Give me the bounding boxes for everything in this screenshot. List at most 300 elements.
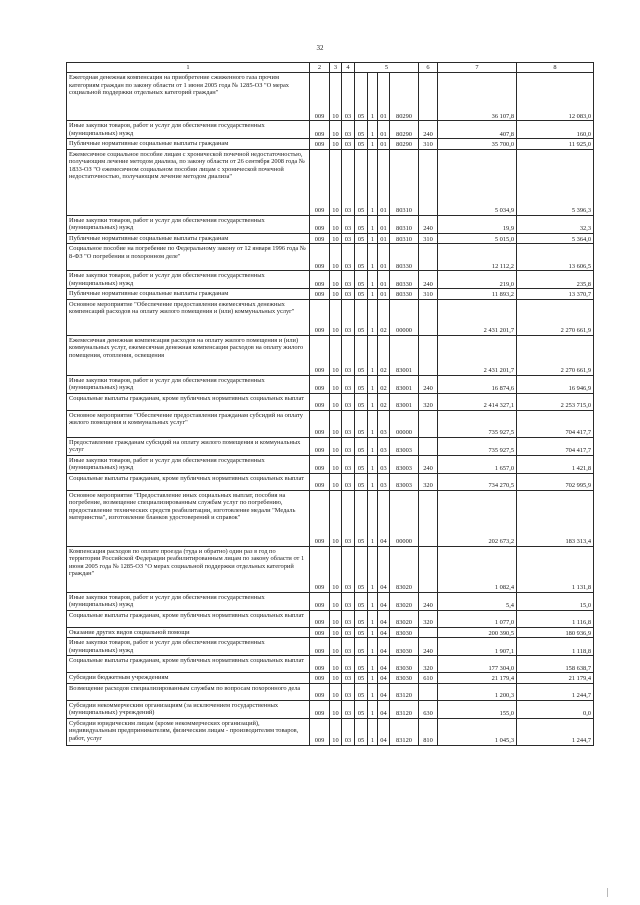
row-value-7: 2 414 327,1 xyxy=(438,393,517,410)
row-code-5b: 1 xyxy=(368,335,378,375)
row-value-8: 11 925,0 xyxy=(517,139,594,150)
row-code-5b: 1 xyxy=(368,215,378,233)
row-name: Основное мероприятие "Обеспечение предоставления ежемесячных денежных компенсаций расходов на оплату жилого помещения и (или) коммунальных услуг" xyxy=(67,299,310,335)
row-code-5b: 1 xyxy=(368,139,378,150)
table-row xyxy=(67,490,594,546)
row-code-6 xyxy=(419,410,438,437)
row-code-4: 03 xyxy=(342,638,355,656)
row-code-5d: 83120 xyxy=(390,700,419,718)
row-name: Основное мероприятие "Предоставление иных социальных выплат, пособия на погребение, возмещение специализированным службам услуг по погребению, предоставление технических средств реабилитации, изготовление медали "Медаль материнства", изготовление бланков удостоверений и справок" xyxy=(67,490,310,546)
row-code-6: 310 xyxy=(419,289,438,300)
row-code-3: 10 xyxy=(330,610,342,627)
row-code-3: 10 xyxy=(330,473,342,490)
table-row xyxy=(67,244,594,271)
row-code-4: 03 xyxy=(342,149,355,215)
row-code-5d: 83020 xyxy=(390,592,419,610)
row-code-5c: 01 xyxy=(378,73,390,121)
row-code-3: 10 xyxy=(330,299,342,335)
row-code-5d: 80310 xyxy=(390,149,419,215)
row-code-2: 009 xyxy=(310,271,330,289)
row-code-5c: 03 xyxy=(378,455,390,473)
row-code-4: 03 xyxy=(342,139,355,150)
row-value-7: 2 431 201,7 xyxy=(438,299,517,335)
row-code-6: 320 xyxy=(419,393,438,410)
row-code-5a: 05 xyxy=(355,121,368,139)
column-header: 7 xyxy=(438,63,517,73)
row-code-5a: 05 xyxy=(355,437,368,455)
row-code-4: 03 xyxy=(342,244,355,271)
row-code-4: 03 xyxy=(342,299,355,335)
row-name: Социальные выплаты гражданам, кроме публичных нормативных социальных выплат xyxy=(67,610,310,627)
row-code-3: 10 xyxy=(330,121,342,139)
row-value-8: 1 131,8 xyxy=(517,546,594,592)
row-code-5d: 80330 xyxy=(390,244,419,271)
row-value-7: 35 700,0 xyxy=(438,139,517,150)
row-code-6: 240 xyxy=(419,455,438,473)
row-code-2: 009 xyxy=(310,627,330,638)
row-code-5c: 04 xyxy=(378,627,390,638)
row-code-5c: 04 xyxy=(378,490,390,546)
row-code-6 xyxy=(419,437,438,455)
column-header: 1 xyxy=(67,63,310,73)
row-code-5c: 04 xyxy=(378,718,390,745)
row-name: Ежемесячная денежная компенсация расходов на оплату жилого помещения и (или) коммунальных услуг, ежемесячная денежная компенсация расходов на оплату жилого помещения, отопления, освещения xyxy=(67,335,310,375)
table-row xyxy=(67,592,594,610)
row-code-2: 009 xyxy=(310,73,330,121)
row-code-2: 009 xyxy=(310,673,330,684)
row-code-5b: 1 xyxy=(368,121,378,139)
row-code-6 xyxy=(419,490,438,546)
row-code-5a: 05 xyxy=(355,473,368,490)
row-code-5c: 04 xyxy=(378,592,390,610)
row-code-5c: 04 xyxy=(378,700,390,718)
row-code-5d: 83120 xyxy=(390,683,419,700)
row-code-5a: 05 xyxy=(355,139,368,150)
row-name: Возмещение расходов специализированным службам по вопросам похоронного дела xyxy=(67,683,310,700)
row-value-8: 12 083,0 xyxy=(517,73,594,121)
row-code-3: 10 xyxy=(330,656,342,673)
row-code-5b: 1 xyxy=(368,610,378,627)
row-code-5d: 83030 xyxy=(390,673,419,684)
row-code-3: 10 xyxy=(330,700,342,718)
row-code-3: 10 xyxy=(330,437,342,455)
row-code-3: 10 xyxy=(330,683,342,700)
row-code-6: 320 xyxy=(419,610,438,627)
row-code-5d: 80310 xyxy=(390,215,419,233)
row-code-5a: 05 xyxy=(355,375,368,393)
row-code-5b: 1 xyxy=(368,627,378,638)
row-code-5a: 05 xyxy=(355,149,368,215)
row-name: Социальные выплаты гражданам, кроме публичных нормативных социальных выплат xyxy=(67,473,310,490)
row-code-5a: 05 xyxy=(355,393,368,410)
row-code-2: 009 xyxy=(310,215,330,233)
row-value-7: 155,0 xyxy=(438,700,517,718)
row-code-5c: 02 xyxy=(378,335,390,375)
row-code-2: 009 xyxy=(310,592,330,610)
row-code-4: 03 xyxy=(342,546,355,592)
row-value-8: 16 946,9 xyxy=(517,375,594,393)
row-code-5a: 05 xyxy=(355,233,368,244)
column-header: 4 xyxy=(342,63,355,73)
row-code-6 xyxy=(419,299,438,335)
row-code-5c: 02 xyxy=(378,299,390,335)
row-code-3: 10 xyxy=(330,271,342,289)
row-code-6: 310 xyxy=(419,233,438,244)
row-code-5d: 00000 xyxy=(390,299,419,335)
row-code-2: 009 xyxy=(310,638,330,656)
row-value-7: 202 673,2 xyxy=(438,490,517,546)
row-code-4: 03 xyxy=(342,335,355,375)
table-row xyxy=(67,410,594,437)
row-value-7: 219,0 xyxy=(438,271,517,289)
row-code-4: 03 xyxy=(342,455,355,473)
table-row xyxy=(67,455,594,473)
row-code-5d: 80290 xyxy=(390,139,419,150)
row-code-4: 03 xyxy=(342,121,355,139)
row-code-2: 009 xyxy=(310,490,330,546)
row-code-4: 03 xyxy=(342,473,355,490)
row-code-5b: 1 xyxy=(368,700,378,718)
row-code-3: 10 xyxy=(330,375,342,393)
table-row xyxy=(67,139,594,150)
row-code-6 xyxy=(419,149,438,215)
row-name: Ежемесячное социальное пособие лицам с хронической почечной недостаточностью, получающим лечение методом диализа, по закону области от 26 сентября 2008 года № 1833-ОЗ "О ежемесячном социальном пособии лицам с хронической почечной недостаточностью, получающим лечение методом диализа" xyxy=(67,149,310,215)
row-value-8: 5 364,0 xyxy=(517,233,594,244)
row-code-5d: 83003 xyxy=(390,455,419,473)
row-value-7: 735 927,5 xyxy=(438,437,517,455)
row-code-5c: 01 xyxy=(378,215,390,233)
row-code-5d: 00000 xyxy=(390,410,419,437)
row-code-6 xyxy=(419,335,438,375)
row-code-4: 03 xyxy=(342,375,355,393)
row-code-2: 009 xyxy=(310,299,330,335)
row-value-8: 702 995,9 xyxy=(517,473,594,490)
row-code-4: 03 xyxy=(342,289,355,300)
row-value-8: 183 313,4 xyxy=(517,490,594,546)
row-value-8: 1 421,8 xyxy=(517,455,594,473)
row-name: Социальные выплаты гражданам, кроме публичных нормативных социальных выплат xyxy=(67,393,310,410)
row-code-4: 03 xyxy=(342,700,355,718)
row-code-2: 009 xyxy=(310,121,330,139)
row-value-7: 407,8 xyxy=(438,121,517,139)
row-value-8: 5 396,3 xyxy=(517,149,594,215)
row-code-2: 009 xyxy=(310,546,330,592)
row-code-6: 810 xyxy=(419,718,438,745)
row-name: Иные закупки товаров, работ и услуг для обеспечения государственных (муниципальных) нужд xyxy=(67,215,310,233)
row-name: Иные закупки товаров, работ и услуг для обеспечения государственных (муниципальных) нужд xyxy=(67,455,310,473)
row-name: Субсидии некоммерческим организациям (за исключением государственных (муниципальных) учреждений) xyxy=(67,700,310,718)
row-code-5c: 04 xyxy=(378,683,390,700)
row-code-5a: 05 xyxy=(355,215,368,233)
row-value-7: 19,9 xyxy=(438,215,517,233)
row-value-7: 1 077,0 xyxy=(438,610,517,627)
row-code-5a: 05 xyxy=(355,610,368,627)
row-code-5c: 01 xyxy=(378,233,390,244)
column-header: 2 xyxy=(310,63,330,73)
row-code-5d: 00000 xyxy=(390,490,419,546)
row-code-3: 10 xyxy=(330,455,342,473)
table-body xyxy=(67,73,594,746)
row-code-5d: 83030 xyxy=(390,656,419,673)
row-code-5d: 83020 xyxy=(390,610,419,627)
row-code-6: 630 xyxy=(419,700,438,718)
row-code-5d: 80290 xyxy=(390,121,419,139)
table-row xyxy=(67,673,594,684)
row-code-5c: 04 xyxy=(378,638,390,656)
row-code-5b: 1 xyxy=(368,718,378,745)
row-code-5c: 01 xyxy=(378,289,390,300)
table-row xyxy=(67,546,594,592)
row-value-7: 36 107,8 xyxy=(438,73,517,121)
table-row xyxy=(67,375,594,393)
row-code-5c: 04 xyxy=(378,673,390,684)
row-value-8: 1 244,7 xyxy=(517,718,594,745)
row-code-5d: 83120 xyxy=(390,718,419,745)
row-code-5c: 04 xyxy=(378,610,390,627)
row-code-5a: 05 xyxy=(355,592,368,610)
row-code-3: 10 xyxy=(330,289,342,300)
budget-table xyxy=(66,62,594,746)
row-value-8: 704 417,7 xyxy=(517,410,594,437)
table-row xyxy=(67,215,594,233)
row-code-2: 009 xyxy=(310,139,330,150)
row-code-5c: 01 xyxy=(378,121,390,139)
row-code-5a: 05 xyxy=(355,718,368,745)
row-code-5d: 80290 xyxy=(390,73,419,121)
row-code-5d: 80330 xyxy=(390,289,419,300)
row-code-4: 03 xyxy=(342,610,355,627)
row-code-5b: 1 xyxy=(368,299,378,335)
row-code-4: 03 xyxy=(342,718,355,745)
row-code-3: 10 xyxy=(330,638,342,656)
row-code-3: 10 xyxy=(330,73,342,121)
table-row xyxy=(67,627,594,638)
row-code-4: 03 xyxy=(342,73,355,121)
row-value-7: 2 431 201,7 xyxy=(438,335,517,375)
row-name: Компенсация расходов по оплате проезда (туда и обратно) один раз в год по территории Российской Федерации реабилитированным лицам по закону области от 1 июня 2005 года № 1285-ОЗ "О мерах социальной поддержки отдельных категорий граждан" xyxy=(67,546,310,592)
row-code-6: 610 xyxy=(419,673,438,684)
row-value-7: 1 045,3 xyxy=(438,718,517,745)
row-code-5b: 1 xyxy=(368,289,378,300)
row-code-2: 009 xyxy=(310,244,330,271)
table-row xyxy=(67,638,594,656)
row-name: Оказание других видов социальной помощи xyxy=(67,627,310,638)
row-code-5b: 1 xyxy=(368,410,378,437)
table-row xyxy=(67,121,594,139)
row-code-6: 240 xyxy=(419,375,438,393)
row-value-7: 1 082,4 xyxy=(438,546,517,592)
row-name: Иные закупки товаров, работ и услуг для обеспечения государственных (муниципальных) нужд xyxy=(67,638,310,656)
row-code-5c: 04 xyxy=(378,656,390,673)
row-value-7: 5 034,9 xyxy=(438,149,517,215)
row-code-5a: 05 xyxy=(355,299,368,335)
row-code-3: 10 xyxy=(330,410,342,437)
row-code-5b: 1 xyxy=(368,683,378,700)
row-code-3: 10 xyxy=(330,627,342,638)
row-code-5b: 1 xyxy=(368,546,378,592)
table-row xyxy=(67,299,594,335)
row-code-5d: 83020 xyxy=(390,546,419,592)
row-code-2: 009 xyxy=(310,455,330,473)
row-name: Иные закупки товаров, работ и услуг для обеспечения государственных (муниципальных) нужд xyxy=(67,375,310,393)
row-code-4: 03 xyxy=(342,656,355,673)
row-value-7: 16 874,6 xyxy=(438,375,517,393)
column-header: 3 xyxy=(330,63,342,73)
row-code-2: 009 xyxy=(310,410,330,437)
table-row xyxy=(67,700,594,718)
row-code-4: 03 xyxy=(342,233,355,244)
row-code-6 xyxy=(419,546,438,592)
table-row xyxy=(67,73,594,121)
row-value-7: 735 927,5 xyxy=(438,410,517,437)
row-name: Предоставление гражданам субсидий на оплату жилого помещения и коммунальных услуг xyxy=(67,437,310,455)
row-code-3: 10 xyxy=(330,149,342,215)
row-code-4: 03 xyxy=(342,437,355,455)
row-code-3: 10 xyxy=(330,233,342,244)
row-code-2: 009 xyxy=(310,233,330,244)
row-code-5c: 01 xyxy=(378,139,390,150)
row-code-5a: 05 xyxy=(355,289,368,300)
row-name: Публичные нормативные социальные выплаты гражданам xyxy=(67,139,310,150)
row-code-5c: 03 xyxy=(378,410,390,437)
table-row xyxy=(67,289,594,300)
table-row xyxy=(67,233,594,244)
row-code-6 xyxy=(419,73,438,121)
column-header: 8 xyxy=(517,63,594,73)
row-name: Иные закупки товаров, работ и услуг для обеспечения государственных (муниципальных) нужд xyxy=(67,271,310,289)
row-code-5b: 1 xyxy=(368,437,378,455)
row-code-6: 240 xyxy=(419,121,438,139)
row-code-5a: 05 xyxy=(355,683,368,700)
table-row xyxy=(67,393,594,410)
row-code-6: 320 xyxy=(419,656,438,673)
row-code-5b: 1 xyxy=(368,244,378,271)
row-value-8: 158 638,7 xyxy=(517,656,594,673)
row-value-8: 1 118,8 xyxy=(517,638,594,656)
row-code-5b: 1 xyxy=(368,149,378,215)
row-code-5a: 05 xyxy=(355,244,368,271)
row-name: Иные закупки товаров, работ и услуг для обеспечения государственных (муниципальных) нужд xyxy=(67,121,310,139)
row-code-3: 10 xyxy=(330,393,342,410)
row-code-5d: 83003 xyxy=(390,437,419,455)
column-header: 6 xyxy=(419,63,438,73)
row-code-5a: 05 xyxy=(355,673,368,684)
row-value-8: 160,0 xyxy=(517,121,594,139)
row-code-5a: 05 xyxy=(355,335,368,375)
row-code-5b: 1 xyxy=(368,490,378,546)
row-code-3: 10 xyxy=(330,490,342,546)
row-code-5b: 1 xyxy=(368,455,378,473)
row-value-8: 2 270 661,9 xyxy=(517,335,594,375)
row-value-8: 1 116,8 xyxy=(517,610,594,627)
row-code-5b: 1 xyxy=(368,375,378,393)
row-code-3: 10 xyxy=(330,592,342,610)
row-code-5c: 03 xyxy=(378,473,390,490)
row-value-8: 32,3 xyxy=(517,215,594,233)
column-header: 5 xyxy=(355,63,419,73)
header-row xyxy=(67,63,594,73)
row-code-2: 009 xyxy=(310,683,330,700)
table-row xyxy=(67,683,594,700)
row-code-5d: 83030 xyxy=(390,627,419,638)
page-number: 32 xyxy=(316,44,324,52)
table-row xyxy=(67,335,594,375)
row-name: Иные закупки товаров, работ и услуг для обеспечения государственных (муниципальных) нужд xyxy=(67,592,310,610)
row-code-3: 10 xyxy=(330,718,342,745)
table-row xyxy=(67,473,594,490)
row-name: Ежегодная денежная компенсация на приобретение сжиженного газа прочим категориям граждан по закону области от 1 июня 2005 года № 1285-ОЗ "О мерах социальной поддержки отдельных категорий граждан" xyxy=(67,73,310,121)
row-code-2: 009 xyxy=(310,473,330,490)
row-code-2: 009 xyxy=(310,656,330,673)
row-value-7: 1 907,1 xyxy=(438,638,517,656)
row-code-6: 310 xyxy=(419,139,438,150)
row-code-5b: 1 xyxy=(368,673,378,684)
row-code-5b: 1 xyxy=(368,592,378,610)
row-value-7: 200 390,5 xyxy=(438,627,517,638)
row-code-5b: 1 xyxy=(368,73,378,121)
row-code-5a: 05 xyxy=(355,410,368,437)
row-code-4: 03 xyxy=(342,683,355,700)
row-value-8: 235,8 xyxy=(517,271,594,289)
row-code-5c: 02 xyxy=(378,393,390,410)
row-name: Субсидии бюджетным учреждениям xyxy=(67,673,310,684)
row-value-7: 5 015,0 xyxy=(438,233,517,244)
row-code-5a: 05 xyxy=(355,627,368,638)
row-name: Социальные выплаты гражданам, кроме публичных нормативных социальных выплат xyxy=(67,656,310,673)
row-code-5b: 1 xyxy=(368,473,378,490)
row-code-2: 009 xyxy=(310,335,330,375)
row-code-5d: 83001 xyxy=(390,335,419,375)
row-value-8: 1 244,7 xyxy=(517,683,594,700)
row-value-7: 12 112,2 xyxy=(438,244,517,271)
row-value-7: 1 200,3 xyxy=(438,683,517,700)
row-code-4: 03 xyxy=(342,592,355,610)
row-code-3: 10 xyxy=(330,215,342,233)
row-value-8: 15,0 xyxy=(517,592,594,610)
row-code-2: 009 xyxy=(310,393,330,410)
row-value-8: 704 417,7 xyxy=(517,437,594,455)
row-code-5d: 83030 xyxy=(390,638,419,656)
row-value-8: 2 253 715,0 xyxy=(517,393,594,410)
row-code-6 xyxy=(419,683,438,700)
row-code-5d: 83001 xyxy=(390,375,419,393)
row-code-3: 10 xyxy=(330,335,342,375)
row-name: Субсидии юридическим лицам (кроме некоммерческих организаций), индивидуальным предпринимателям, физическим лицам - производителям товаров, работ, услуг xyxy=(67,718,310,745)
row-code-6: 240 xyxy=(419,638,438,656)
row-code-2: 009 xyxy=(310,610,330,627)
row-code-5c: 01 xyxy=(378,149,390,215)
row-code-4: 03 xyxy=(342,271,355,289)
row-code-2: 009 xyxy=(310,437,330,455)
row-code-5a: 05 xyxy=(355,455,368,473)
row-code-3: 10 xyxy=(330,139,342,150)
row-code-4: 03 xyxy=(342,673,355,684)
row-code-5a: 05 xyxy=(355,656,368,673)
row-code-3: 10 xyxy=(330,244,342,271)
table-row xyxy=(67,610,594,627)
row-code-5a: 05 xyxy=(355,546,368,592)
row-value-7: 5,4 xyxy=(438,592,517,610)
row-value-8: 13 606,5 xyxy=(517,244,594,271)
row-code-5d: 83001 xyxy=(390,393,419,410)
row-code-5c: 04 xyxy=(378,546,390,592)
row-code-2: 009 xyxy=(310,718,330,745)
row-value-7: 1 657,0 xyxy=(438,455,517,473)
row-value-8: 180 936,9 xyxy=(517,627,594,638)
row-value-7: 734 270,5 xyxy=(438,473,517,490)
row-code-5a: 05 xyxy=(355,271,368,289)
row-code-5b: 1 xyxy=(368,393,378,410)
